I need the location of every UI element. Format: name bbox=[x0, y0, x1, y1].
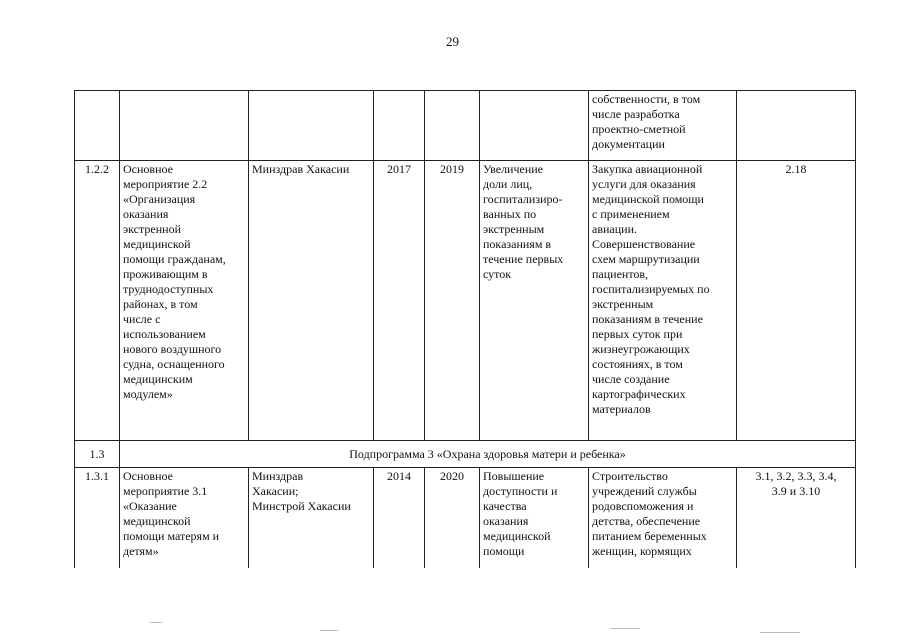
cell-start-year bbox=[374, 91, 425, 161]
cell-name bbox=[120, 91, 249, 161]
cell-code: 1.2.2 bbox=[75, 161, 120, 441]
cell-code: 1.3 bbox=[75, 441, 120, 468]
cell-result: Увеличение доли лиц, госпитализиро- ванных по экстренным показаниям в течение первых суток bbox=[480, 161, 589, 441]
cell-actions: Закупка авиационной услуги для оказания медицинской помощи с применением авиации. Совершенствование схем маршрутизации пациентов, госпитализируемых по экстренным показаниям в течение первых суток при жизнеугрожающих состояниях, в том числе создание картографических материалов bbox=[589, 161, 737, 441]
scan-artifact bbox=[760, 632, 800, 633]
cell-executor bbox=[249, 91, 374, 161]
page-number: 29 bbox=[446, 34, 459, 49]
cell-result bbox=[480, 91, 589, 161]
table-row bbox=[75, 91, 856, 161]
scan-artifact bbox=[610, 628, 640, 629]
cell-name: Основное мероприятие 3.1 «Оказание медицинской помощи матерям и детям» bbox=[120, 468, 249, 568]
scan-artifact bbox=[150, 622, 162, 623]
cell-executor: Минздрав Хакасии bbox=[249, 161, 374, 441]
table-row bbox=[75, 468, 856, 568]
cell-start-year: 2014 bbox=[374, 468, 425, 568]
cell-result: Повышение доступности и качества оказания медицинской помощи bbox=[480, 468, 589, 568]
cell-executor: Минздрав Хакасии; Минстрой Хакасии bbox=[249, 468, 374, 568]
section-row bbox=[75, 441, 856, 468]
cell-indicators bbox=[737, 91, 856, 161]
scan-artifact bbox=[320, 630, 338, 631]
cell-code bbox=[75, 91, 120, 161]
cell-end-year: 2019 bbox=[425, 161, 480, 441]
cell-end-year: 2020 bbox=[425, 468, 480, 568]
program-table bbox=[74, 90, 856, 568]
cell-actions: Строительство учреждений службы родовспоможения и детства, обеспечение питанием беременных женщин, кормящих bbox=[589, 468, 737, 568]
cell-code: 1.3.1 bbox=[75, 468, 120, 568]
cell-actions: собственности, в том числе разработка проектно-сметной документации bbox=[589, 91, 737, 161]
cell-indicators: 2.18 bbox=[737, 161, 856, 441]
cell-end-year bbox=[425, 91, 480, 161]
cell-start-year: 2017 bbox=[374, 161, 425, 441]
section-title: Подпрограмма 3 «Охрана здоровья матери и ребенка» bbox=[120, 441, 856, 468]
cell-indicators: 3.1, 3.2, 3.3, 3.4, 3.9 и 3.10 bbox=[737, 468, 856, 568]
table-row bbox=[75, 161, 856, 441]
cell-name: Основное мероприятие 2.2 «Организация оказания экстренной медицинской помощи гражданам, проживающим в труднодоступных районах, в том числе с использованием нового воздушного судна, оснащенного медицинским модулем» bbox=[120, 161, 249, 441]
